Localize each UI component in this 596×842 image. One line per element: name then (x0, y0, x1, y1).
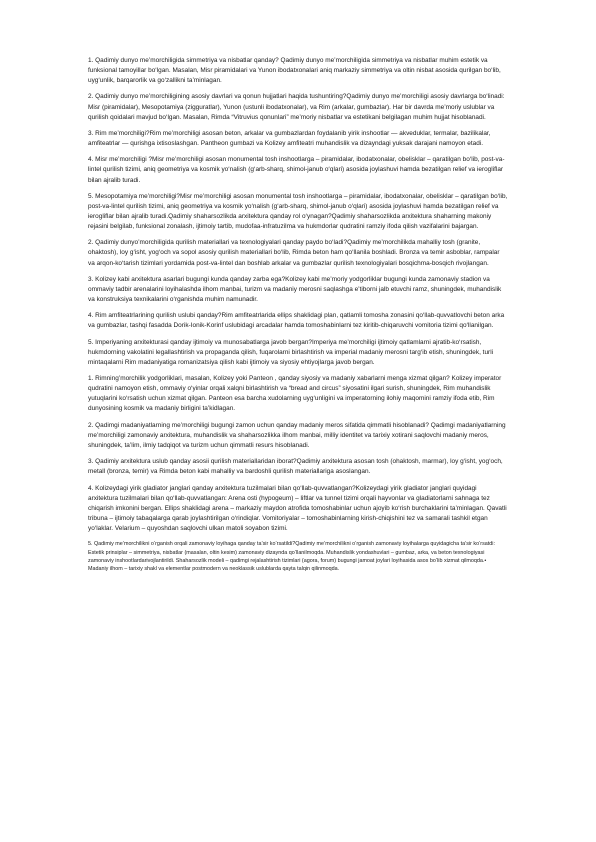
paragraph-6: 2. Qadimiy dunyo’morchiligida qurilish materiallari va texnologiyalari qanday paydo bo‘ladi?Qadimiy me’morchilikda mahalliy tosh (granite, ohaktosh), loy g‘isht, yog‘och va sopol asosiy qurilish materiallari bo‘lib, Rimda beton ham qo‘llanila boshladi. Bronza va temir asboblar, rampalar va arqon-ko‘tarish tizimlari yordamida post-va-lintel dan boshlab arkalar va gumbazlar qurilish texnologiyalari bosqichma-bosqich rivojlangan. (88, 239, 500, 267)
paragraph-1: 1. Qadimiy dunyo me’morchiligida simmetriya va nisbatlar qanday? Qadimiy dunyo me’morchiligida simmetriya va nisbatlar muhim estetik va funksional tamoyillar bo‘lgan. Masalan, Misr piramidalari va Yunon ibodatxonalari aniq markaziy simmetriya va oltin nisbat asosida qurilgan bo‘lib, uyg‘unlik, barqarorlik va go‘zallikni ta’minlagan. (88, 57, 501, 85)
paragraph-2: 2. Qadimiy dunyo me’morchiligining asosiy davrlari va qonun hujjatlari haqida tushuntiring?Qadimiy dunyo me’morchiligi asosiy davrlarga bo‘linadi: Misr (piramidalar), Mesopotamiya (zigguratlar), Yunon (ustunli ibodatxonalar), va Rim (arkalar, gumbazlar). Har bir davrda me’moriy uslublar va qurilish qoidalari mavjud bo‘lgan. Masalan, Rimda “Vitruvius qonunlari” me’moriy nisbatlar va estetikani belgilagan muhim hujjat hisoblanadi. (88, 93, 505, 121)
paragraph-12: 3. Qadimiy arxitektura uslub qanday asosii qurilish materiallaridan iborat?Qadimiy arxitektura asosan tosh (ohaktosh, marmar), loy g‘isht, yog‘och, metall (bronza, temir) va Rimda beton kabi mahalliy va bardoshli qurilish materiallariga asoslangan. (88, 458, 503, 476)
paragraph-13: 4. Kolizeydagi yirik gladiator janglari qanday arxitektura tuzilmalari bilan qo‘llab-quvvatlangan?Kolizeydagi yirik gladiator janglari quyidagi arxitektura tuzilmalari bilan qo‘llab-quvvatlangan: Arena osti (hypogeum) – liftlar va tunnel tizimi orqali hayvonlar va gladiatorlarni sahnaga tez chiqarish imkonini bergan. Ellips shaklidagi arena – markaziy maydon atrofida tomoshabinlar uchun ajoyib ko‘rish burchaklarini ta’minlagan. Qavatli tribuna – ijtimoiy tabaqalarga qarab joylashtirilgan o‘rindiqlar. Vomitoriyalar – tomoshabinlarning kirish-chiqishini tez va samarali tashkil etgan yo‘laklar. Velarium – quyoshdan saqlovchi ulkan matoli soyabon tizimi. (88, 484, 507, 532)
paragraph-7: 3. Kolizey kabi arxitektura asarlari bugungi kunda qanday zarba ega?Kolizey kabi me’moriy yodgorliklar bugungi kunda zamonaviy stadion va ommaviy tadbir arenalarini loyihalashda ilhom manbai, turizm va madaniy merosni saqlashga e’tiborni jalb etuvchi ramz, shuningdek, muhandislik va konstruksiya texnikalarini o‘rganishda muhim namunadir. (88, 275, 502, 303)
paragraph-11: 2. Qadimgi madaniyatlarning me’morchiligi bugungi zamon uchun qanday madaniy meros sifatida qimmatli hisoblanadi? Qadimgi madaniyatlarning me’morchiligi zamonaviy arxitektura, muhandislik va shaharsozlikka ilhom manbai, milliy identitet va tarixiy xotirani saqlovchi madaniy meros, shuningdek, ta’lim, ilmiy tadqiqot va turizm uchun qimmatli resurs hisoblanadi. (88, 421, 506, 449)
paragraph-4: 4. Misr me’morchiligi ?Misr me’morchiligi asosan monumental tosh inshootlarga – piramidalar, ibodatxonalar, obelisklar – qaratilgan bo‘lib, post-va-lintel qurilish tizimi, aniq geometriya va kosmik yo‘nalish (g‘arb-sharq, shimol-janub o‘qlari) asosida joylashuvi hamda bezatilgan relief va ierogliflar bilan ajralib turadi. (88, 156, 505, 184)
paragraph-5: 5. Mesopotamiya me’morchiligi?Misr me’morchiligi asosan monumental tosh inshootlarga – piramidalar, ibodatxonalar, obelisklar – qaratilgan bo‘lib, post-va-lintel qurilish tizimi, aniq geometriya va kosmik yo‘nalish (g‘arb-sharq, shimol-janub o‘qlari) asosida joylashuvi hamda bezatilgan relief va ierogliflar bilan ajralib turadi.Qadimiy shaharsozlikda arxitektura qanday rol o‘ynagan?Qadimiy shaharsozlikda arxitektura shaharning makoniy rejasini belgilab, funksional zonalash, ijtimoiy tartib, mudofaa-infratuzilma va hukmdorlar qudratini ramziy ifoda qilish vazifalarini bajargan. (88, 192, 508, 231)
paragraph-10: 1. Rimning’morchilik yodgorliklari, masalan, Kolizey yoki Panteon , qanday siyosiy va madaniy xabarlarni menga xizmat qilgan? Kolizey imperator qudratini namoyon etish, ommaviy o‘yinlar orqali xalqni birlashtirish va “bread and circus” siyosatini ilgari surish, shuningdek, Rim muhandislik yutuqlarini ko‘rsatish uchun xizmat qilgan. Panteon esa barcha xudolarning uyg‘unligini va imperatorning ilohiy maqomini ramziy ifoda etib, Rim dunyosining kosmik va madaniy birligini ta’kidlagan. (88, 375, 502, 413)
paragraph-8: 4. Rim amfiteatrlarining qurilish uslubi qanday?Rim amfiteatrlarida ellips shaklidagi plan, qatlamli tomosha zonasini qo‘llab-quvvatlovchi beton arka va gumbazlar, tashqi fasadda Dorik-Ionik-Korinf uslubidagi arcadalar hamda tomoshabinlarni tez kiritib-chiqaruvchi vomitoria tizimi qo‘llanilgan. (88, 312, 505, 330)
document-page (88, 56, 508, 580)
paragraph-9: 5. Imperiyaning arxitekturasi qanday ijtimoiy va munosabatlarga javob bergan?Imperiya me’morchiligi ijtimoiy qatlamlarni ajratib-ko‘rsatish, hukmdorning vakolatini legallashtirish va propaganda qilish, fuqarolarni birlashtirish va imperial madaniy merosni targ‘ib etish, shuningdek, turli mintaqalarni Rim madaniyatiga romanizatsiya qilish kabi ijtimoiy va siyosiy ehtiyojlarga javob bergan. (88, 338, 494, 366)
paragraph-3: 3. Rim me’morchiligi?Rim me’morchiligi asosan beton, arkalar va gumbazlardan foydalanib yirik inshootlar — akveduklar, termalar, bazilikalar, amfiteatrlar — qurishga ixtisoslashgan. Pantheon gumbazi va Kolizey amfiteatri muhandislik va dizayndagi yuksak darajani namoyon etadi. (88, 129, 491, 148)
paragraph-14: 5. Qadimiy me’morchilikni o‘rganish orqali zamonaviy loyihaga qanday ta’sir ko‘rsatildi?Qadimiy me’morchilikni o‘rganish zamonaviy loyihalarga quyidagicha ta’sir ko‘rsatdi: Estetik prinsiplar – simmetriya, nisbatlar (masalan, oltin kesim) zamonaviy dizaynda qo‘llanilmoqda. Muhandislik yondashuvlari – gumbaz, arka, va beton texnologiyasi zamonaviy inshootlardarivojlantirildi. Shaharsozlik modeli – qadimgi rejalashtirish tizimlari (agora, forum) bugungi jamoat joylari loyihasida asos bo‘lib xizmat qilmoqda.• Madaniy ilhom – tarixiy shakl va elementlar postmodern va neoklassik uslublarda qayta talqin qilinmoqda. (88, 541, 495, 573)
